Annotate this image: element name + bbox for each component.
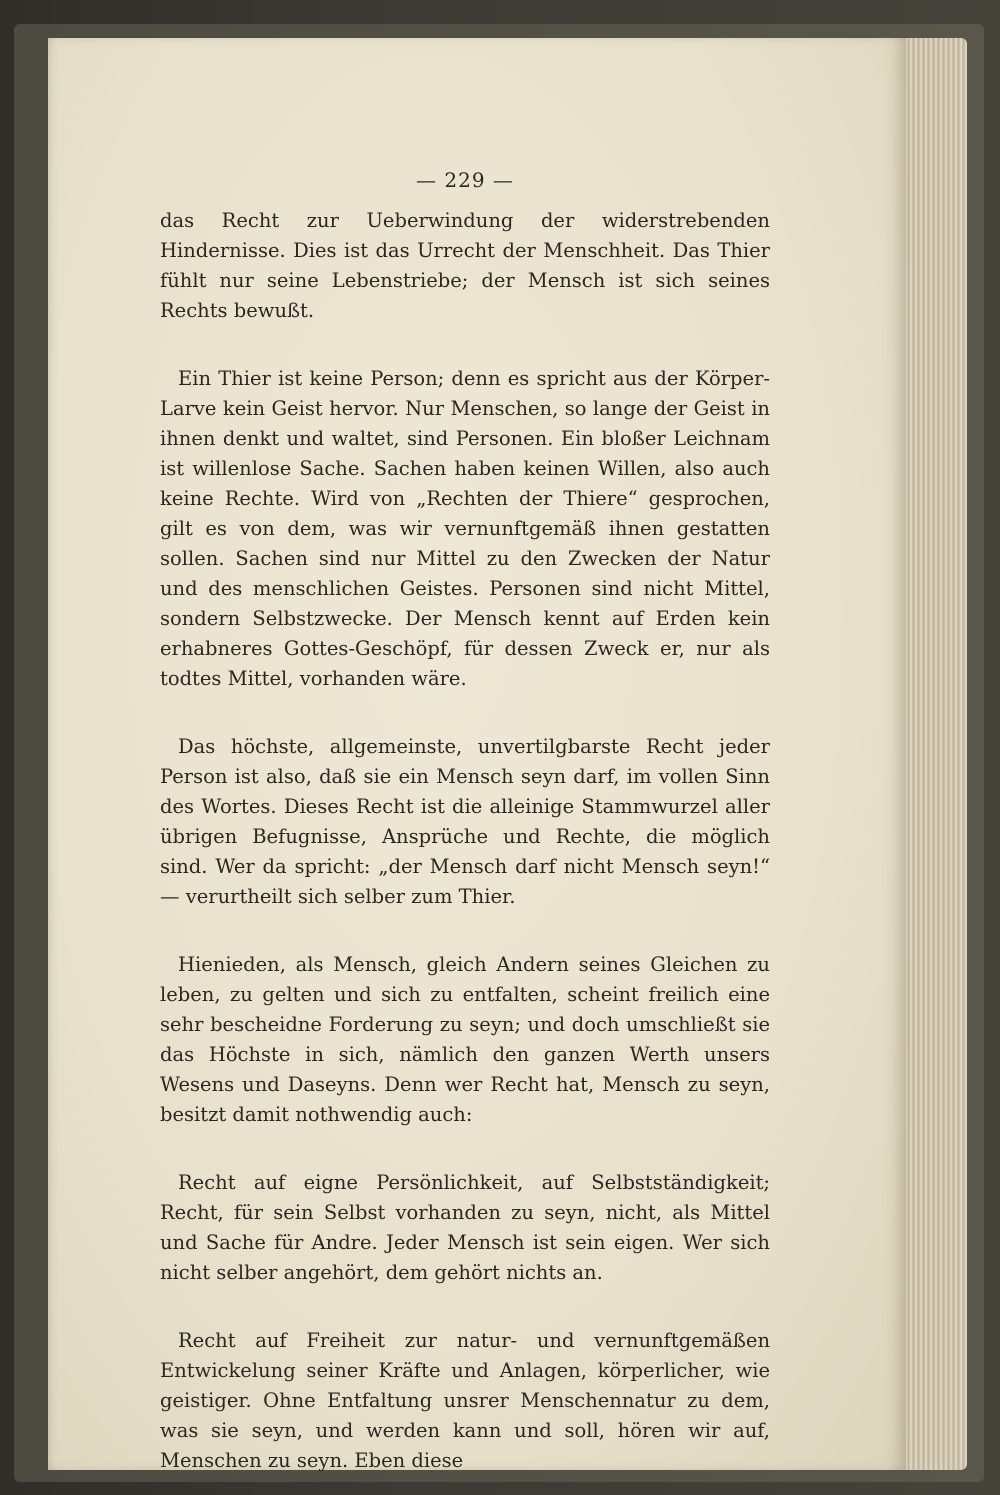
paragraph-6: Recht auf Freiheit zur natur- und vernunftgemäßen Entwickelung seiner Kräfte und Anlagen, körperlicher, wie geistiger. Ohne Entfaltung unsrer Menschennatur zu dem, was sie seyn, und werden kann und soll, hören wir auf, Menschen zu seyn. Eben diese	[160, 1329, 770, 1472]
paragraph-1: das Recht zur Ueberwindung der widerstrebenden Hindernisse. Dies ist das Urrecht der Menschheit. Das Thier fühlt nur seine Lebenstriebe; der Mensch ist sich seines Rechts bewußt.	[160, 209, 770, 322]
paragraph-5: Recht auf eigne Persönlichkeit, auf Selbstständigkeit; Recht, für sein Selbst vorhanden zu seyn, nicht, als Mittel und Sache für Andre. Jeder Mensch ist sein eigen. Wer sich nicht selber angehört, dem gehört nichts an.	[160, 1171, 770, 1284]
text-block	[160, 168, 770, 1476]
paragraph-4: Hienieden, als Mensch, gleich Andern seines Gleichen zu leben, zu gelten und sich zu entfalten, scheint freilich eine sehr bescheidne Forderung zu seyn; und doch umschließt sie das Höchste in sich, nämlich den ganzen Werth unsers Wesens und Daseyns. Denn wer Recht hat, Mensch zu seyn, besitzt damit nothwendig auch:	[160, 953, 770, 1126]
paragraph-3: Das höchste, allgemeinste, unvertilgbarste Recht jeder Person ist also, daß sie ein Mensch seyn darf, im vollen Sinn des Wortes. Dieses Recht ist die alleinige Stammwurzel aller übrigen Befugnisse, Ansprüche und Rechte, die möglich sind. Wer da spricht: „der Mensch darf nicht Mensch seyn!“ — verurtheilt sich selber zum Thier.	[160, 735, 770, 908]
paragraph-2: Ein Thier ist keine Person; denn es spricht aus der Körper-Larve kein Geist hervor. Nur Menschen, so lange der Geist in ihnen denkt und waltet, sind Personen. Ein bloßer Leichnam ist willenlose Sache. Sachen haben keinen Willen, also auch keine Rechte. Wird von „Rechten der Thiere“ gesprochen, gilt es von dem, was wir vernunftgemäß ihnen gestatten sollen. Sachen sind nur Mittel zu den Zwecken der Natur und des menschlichen Geistes. Personen sind nicht Mittel, sondern Selbstzwecke. Der Mensch kennt auf Erden kein erhabneres Gottes-Geschöpf, für dessen Zweck er, nur als todtes Mittel, vorhanden wäre.	[160, 367, 770, 690]
page-number: — 229 —	[416, 168, 514, 192]
